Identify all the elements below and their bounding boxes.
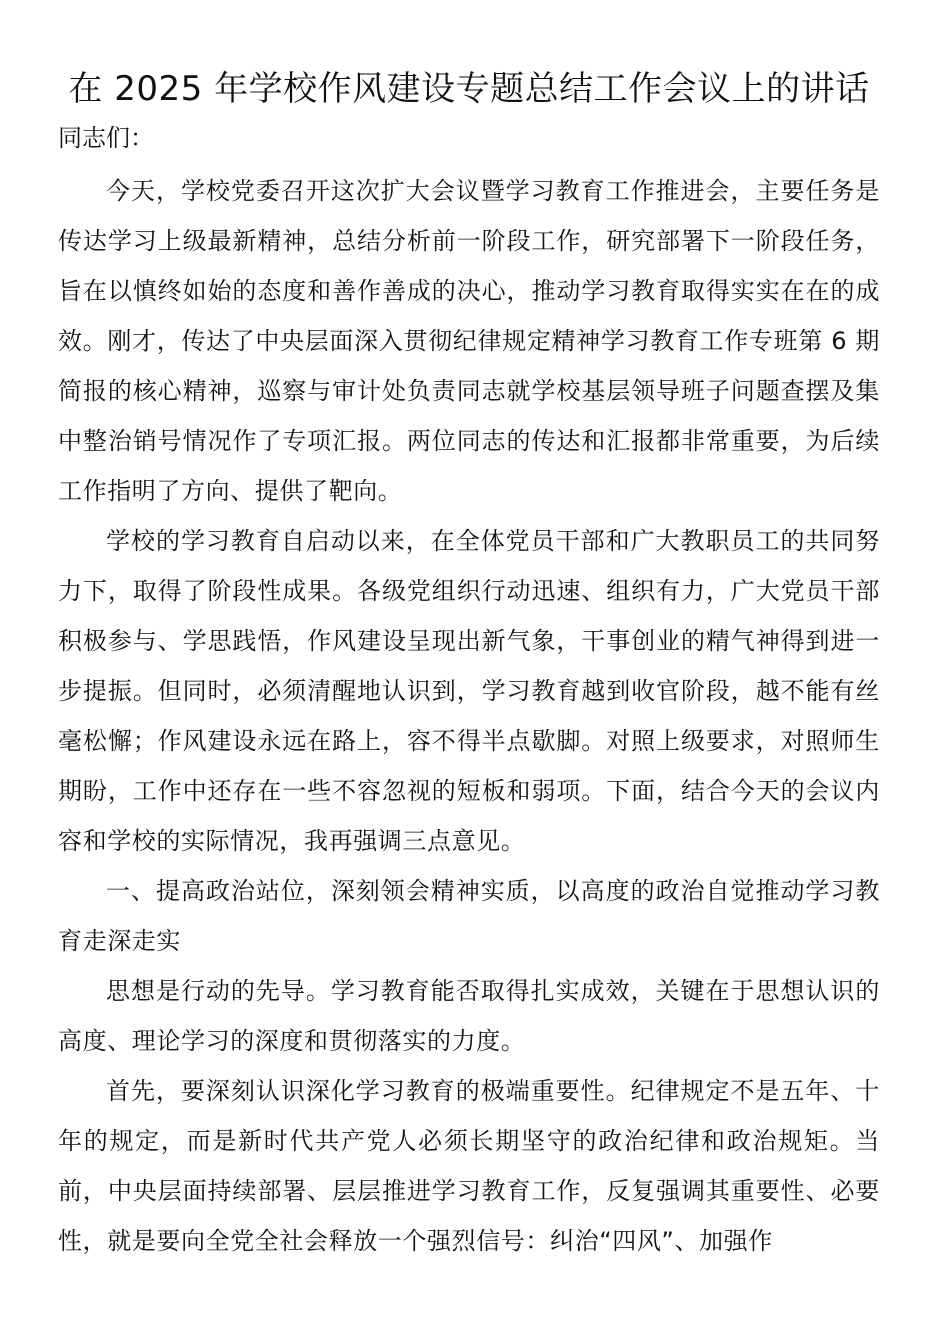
paragraph-opening: 今天，学校党委召开这次扩大会议暨学习教育工作推进会，主要任务是传达学习上级最新精神，总结分析前一阶段工作，研究部署下一阶段任务，旨在以慎终如始的态度和善作善成的决心，推动学习教育取得实实在在的成效。刚才，传达了中央层面深入贯彻纪律规定精神学习教育工作专班第 6 期简报的核心精神，巡察与审计处负责同志就学校基层领导班子问题查摆及集中整治销号情况作了专项汇报。两位同志的传达和汇报都非常重要，为后续工作指明了方向、提供了靶向。 [58, 177, 880, 505]
section-heading-one: 一、提高政治站位，深刻领会精神实质，以高度的政治自觉推动学习教育走深走实 [58, 877, 880, 955]
salutation: 同志们： [58, 124, 154, 152]
document-title: 在 2025 年学校作风建设专题总结工作会议上的讲话 [68, 69, 870, 109]
document-body [58, 166, 880, 1266]
paragraph-progress: 学校的学习教育自启动以来，在全体党员干部和广大教职员工的共同努力下，取得了阶段性成果。各级党组织行动迅速、组织有力，广大党员干部积极参与、学思践悟，作风建设呈现出新气象，干事创业的精气神得到进一步提振。但同时，必须清醒地认识到，学习教育越到收官阶段，越不能有丝毫松懈；作风建设永远在路上，容不得半点歇脚。对照上级要求，对照师生期盼，工作中还存在一些不容忽视的短板和弱项。下面，结合今天的会议内容和学校的实际情况，我再强调三点意见。 [58, 527, 880, 855]
paragraph-thought: 思想是行动的先导。学习教育能否取得扎实成效，关键在于思想认识的高度、理论学习的深度和贯彻落实的力度。 [58, 977, 880, 1055]
paragraph-first-point: 首先，要深刻认识深化学习教育的极端重要性。纪律规定不是五年、十年的规定，而是新时代共产党人必须长期坚守的政治纪律和政治规矩。当前，中央层面持续部署、层层推进学习教育工作，反复强调其重要性、必要性，就是要向全党全社会释放一个强烈信号：纠治“四风”、加强作 [58, 1077, 880, 1255]
